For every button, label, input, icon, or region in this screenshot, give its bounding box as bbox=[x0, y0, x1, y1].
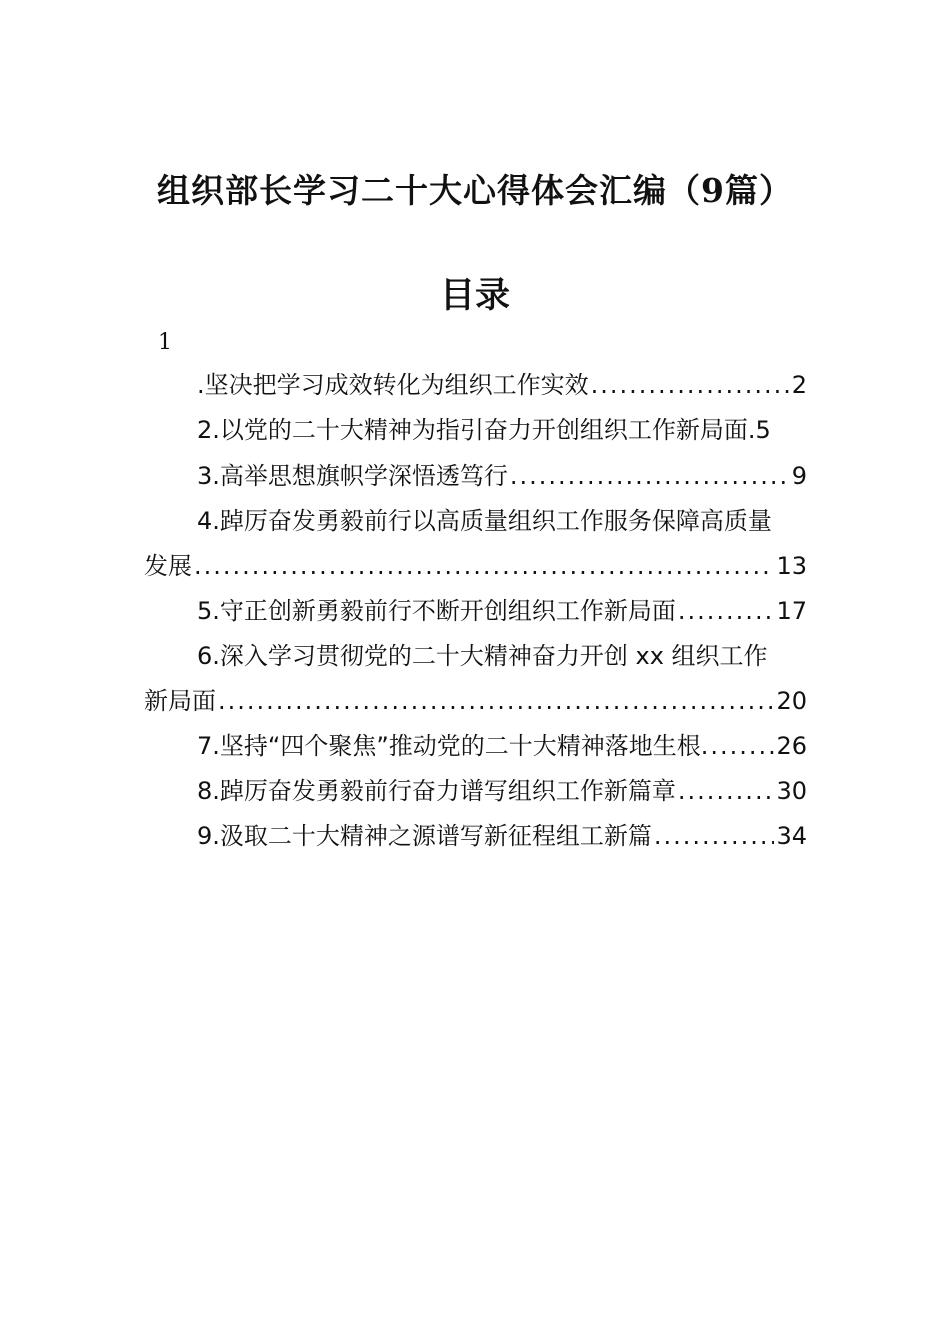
toc-entry-title: 7.坚持“四个聚焦”推动党的二十大精神落地生根. bbox=[197, 732, 709, 760]
toc-entry-title: 2.以党的二十大精神为指引奋力开创组织工作新局面. bbox=[197, 416, 756, 444]
stray-number: 1 bbox=[158, 330, 172, 355]
toc-entry[interactable] bbox=[197, 504, 812, 538]
toc-entry-page: 2 bbox=[791, 371, 807, 399]
toc-entry-title: 5.守正创新勇毅前行不断开创组织工作新局面 bbox=[197, 597, 676, 625]
toc-entry-page: 34 bbox=[776, 822, 807, 850]
toc-entry-title: .坚决把学习成效转化为组织工作实效 bbox=[197, 371, 589, 399]
toc-entry-continuation[interactable] bbox=[144, 549, 807, 583]
toc-leader-dots bbox=[591, 368, 790, 402]
toc-entry-page: 30 bbox=[776, 777, 807, 805]
toc-entry-page: 13 bbox=[776, 552, 807, 580]
toc-entry[interactable] bbox=[197, 639, 812, 673]
toc-leader-dots bbox=[194, 549, 774, 583]
toc-leader-dots bbox=[678, 774, 775, 808]
toc-entry-title: 3.高举思想旗帜学深悟透笃行 bbox=[197, 462, 508, 490]
toc-entry-title: 4.踔厉奋发勇毅前行以高质量组织工作服务保障高质量 bbox=[197, 507, 772, 535]
toc-entry-continuation[interactable] bbox=[144, 684, 807, 718]
toc-heading: 目录 bbox=[439, 275, 510, 316]
toc-entry-page: 17 bbox=[776, 597, 807, 625]
toc-entry[interactable] bbox=[197, 368, 807, 402]
toc-entry-title-cont: 新局面 bbox=[144, 687, 216, 715]
toc-entry-page: 20 bbox=[776, 687, 807, 715]
document-title: 组织部长学习二十大心得体会汇编（9篇） bbox=[157, 171, 793, 210]
toc-entry-title: 9.汲取二十大精神之源谱写新征程组工新篇 bbox=[197, 822, 652, 850]
toc-leader-dots bbox=[218, 684, 774, 718]
toc-entry-page: 26 bbox=[776, 732, 807, 760]
toc-entry[interactable] bbox=[197, 413, 807, 447]
toc-entry[interactable] bbox=[197, 729, 807, 763]
toc-entry-page: 9 bbox=[791, 462, 807, 490]
toc-entry[interactable] bbox=[197, 774, 807, 808]
toc-leader-dots bbox=[678, 594, 775, 628]
toc-entry[interactable] bbox=[197, 459, 807, 493]
toc-entry-title: 8.踔厉奋发勇毅前行奋力谱写组织工作新篇章 bbox=[197, 777, 676, 805]
toc-leader-dots bbox=[710, 729, 774, 763]
toc-entry[interactable] bbox=[197, 594, 807, 628]
toc-entry-title: 6.深入学习贯彻党的二十大精神奋力开创 xx 组织工作 bbox=[197, 642, 768, 670]
toc-leader-dots bbox=[654, 819, 775, 853]
toc-entry-title-cont: 发展 bbox=[144, 552, 192, 580]
toc-leader-dots bbox=[510, 459, 790, 493]
toc-entry-page: 5 bbox=[755, 416, 771, 444]
toc-entry[interactable] bbox=[197, 819, 807, 853]
